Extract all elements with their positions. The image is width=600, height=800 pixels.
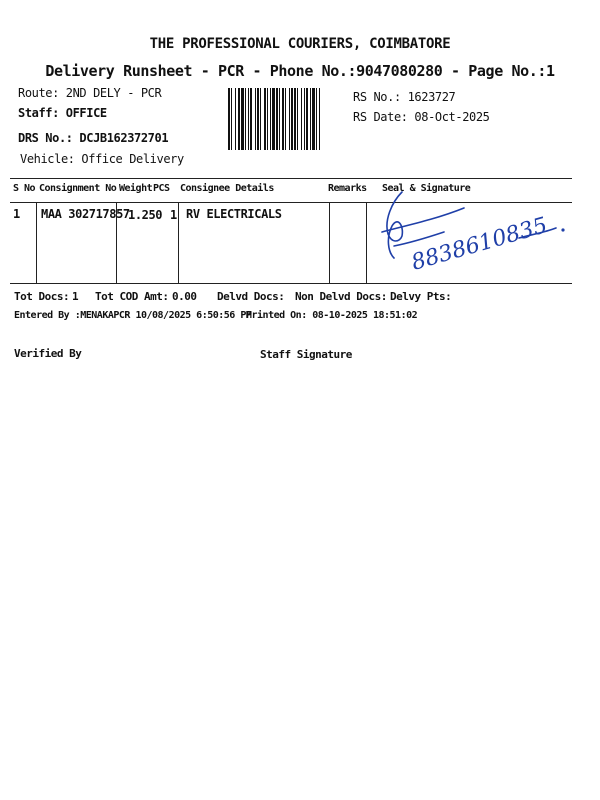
rs-date: RS Date: 08-Oct-2025: [353, 110, 490, 124]
barcode-bar: [285, 88, 286, 150]
barcode-bar: [304, 88, 305, 150]
rs-number: RS No.: 1623727: [353, 90, 456, 104]
barcode-bar: [319, 88, 320, 150]
handwritten-signature: [374, 186, 570, 282]
column-divider: [329, 203, 330, 283]
barcode-image: [228, 88, 350, 150]
barcode-bar: [294, 88, 296, 150]
header-pcs: PCS: [153, 183, 170, 194]
header-weight: Weight: [119, 183, 153, 194]
barcode-bar: [260, 88, 261, 150]
barcode-bar: [245, 88, 246, 150]
entered-by: Entered By :MENAKAPCR 10/08/2025 6:50:56 PM: [14, 310, 252, 321]
barcode-bar: [289, 88, 290, 150]
barcode-bar: [238, 88, 240, 150]
vehicle-text: Vehicle: Office Delivery: [20, 152, 184, 166]
cell-consignment: MAA 302717857: [41, 207, 130, 221]
barcode-bar: [235, 88, 236, 150]
barcode-bar: [316, 88, 317, 150]
signature-number: 8838610835: [408, 213, 551, 276]
table-bottom-border: [10, 283, 572, 284]
barcode-bar: [279, 88, 280, 150]
runsheet-title: Delivery Runsheet - PCR - Phone No.:9047080280 - Page No.:1: [45, 62, 555, 80]
staff-signature-label: Staff Signature: [260, 348, 352, 361]
route-text: Route: 2ND DELY - PCR: [18, 86, 162, 100]
cell-weight: 1.250: [128, 208, 163, 222]
tot-docs-value: 1: [72, 290, 79, 303]
printed-on: Printed On: 08-10-2025 18:51:02: [246, 310, 418, 321]
barcode-bar: [248, 88, 249, 150]
barcode-bar: [267, 88, 268, 150]
header-seal-signature: Seal & Signature: [382, 183, 471, 194]
delvd-docs-label: Delvd Docs:: [217, 290, 285, 303]
column-divider: [178, 203, 179, 283]
barcode-bar: [228, 88, 230, 150]
barcode-bar: [310, 88, 311, 150]
cell-consignee: RV ELECTRICALS: [186, 207, 282, 221]
tot-cod-value: 0.00: [172, 290, 197, 303]
barcode-bar: [264, 88, 266, 150]
company-title: THE PROFESSIONAL COURIERS, COIMBATORE: [149, 36, 451, 52]
barcode-bar: [297, 88, 298, 150]
column-divider: [366, 203, 367, 283]
cell-pcs: 1: [170, 208, 177, 222]
column-divider: [36, 203, 37, 283]
barcode-bar: [272, 88, 275, 150]
verified-by: Verified By: [14, 347, 82, 360]
barcode-bar: [306, 88, 308, 150]
delvy-pts-label: Delvy Pts:: [390, 290, 452, 303]
header-remarks: Remarks: [328, 183, 367, 194]
barcode-bar: [312, 88, 315, 150]
barcode-bar: [257, 88, 259, 150]
tot-docs-label: Tot Docs:: [14, 290, 70, 303]
barcode-bar: [276, 88, 278, 150]
staff-text: Staff: OFFICE: [18, 106, 107, 120]
drs-number: DRS No.: DCJB162372701: [18, 131, 169, 145]
barcode-bar: [282, 88, 284, 150]
barcode-bar: [270, 88, 271, 150]
header-consignee: Consignee Details: [180, 183, 274, 194]
header-consignment: Consignment No: [39, 183, 117, 194]
cell-sno: 1: [13, 207, 20, 221]
header-sno: S No: [13, 183, 36, 194]
non-delvd-docs-label: Non Delvd Docs:: [295, 290, 387, 303]
barcode-bar: [241, 88, 244, 150]
barcode-bar: [291, 88, 293, 150]
barcode-bar: [301, 88, 302, 150]
barcode-bar: [255, 88, 256, 150]
barcode-bar: [231, 88, 232, 150]
barcode-bar: [250, 88, 252, 150]
table-top-border: [10, 178, 572, 179]
tot-cod-label: Tot COD Amt:: [95, 290, 169, 303]
